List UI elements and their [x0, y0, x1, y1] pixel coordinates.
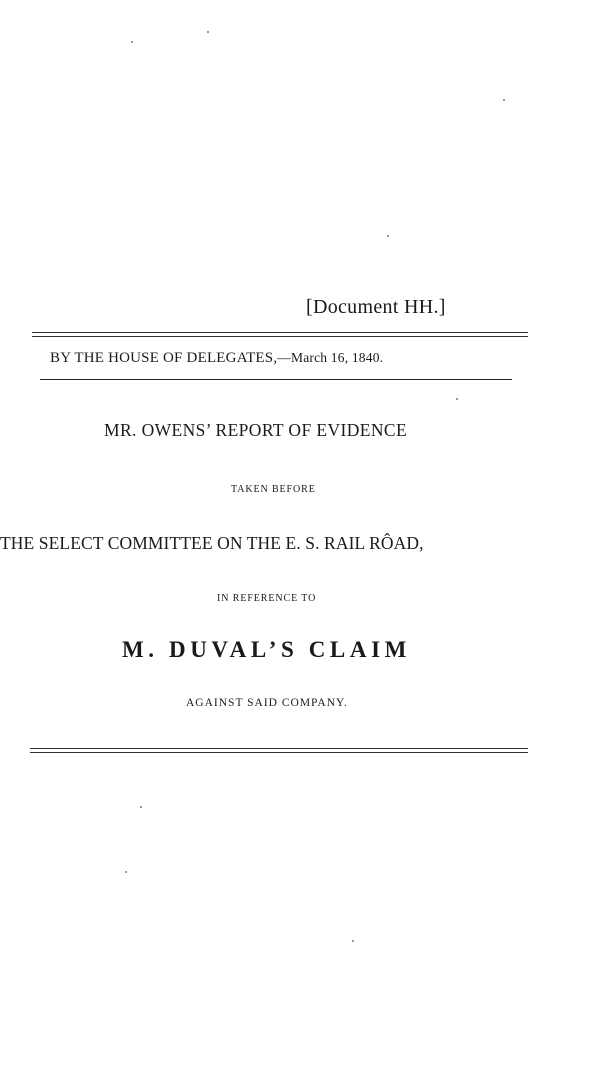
bottom-rule: [30, 748, 528, 749]
top-rule: [32, 332, 528, 333]
paper-speck: [456, 398, 458, 400]
paper-speck: [387, 235, 389, 237]
against-company-text: AGAINST SAID COMPANY.: [186, 697, 348, 709]
paper-speck: [125, 871, 127, 873]
taken-before-text: TAKEN BEFORE: [231, 484, 316, 495]
bottom-rule-secondary: [30, 752, 528, 753]
document-label: [Document HH.]: [306, 296, 446, 318]
top-rule-secondary: [32, 336, 528, 337]
claim-title: M. DUVAL’S CLAIM: [122, 637, 411, 662]
house-text: BY THE HOUSE OF DELEGATES,: [50, 350, 278, 366]
committee-title: THE SELECT COMMITTEE ON THE E. S. RAIL RÔAD,: [0, 533, 424, 553]
paper-speck: [352, 940, 354, 942]
paper-speck: [140, 806, 142, 808]
in-reference-text: IN REFERENCE TO: [217, 593, 317, 604]
paper-speck: [503, 99, 505, 101]
date-text: —March 16, 1840.: [277, 350, 384, 365]
house-of-delegates-line: [50, 350, 383, 367]
paper-speck: [131, 41, 133, 43]
report-title: MR. OWENS’ REPORT OF EVIDENCE: [104, 420, 408, 440]
house-rule: [40, 379, 512, 380]
paper-speck: [207, 31, 209, 33]
